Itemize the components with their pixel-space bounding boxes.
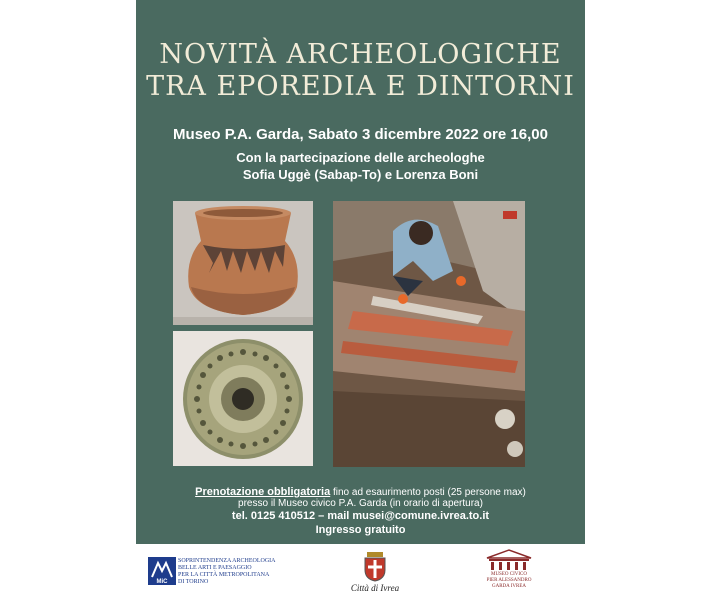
citta-di-ivrea-logo xyxy=(350,550,400,595)
museo-line2: PIER ALESSANDRO xyxy=(486,578,532,583)
soprintendenza-line1: SOPRINTENDENZA ARCHEOLOGIA xyxy=(178,558,276,564)
event-details: Museo P.A. Garda, Sabato 3 dicembre 2022 ore 16,00 xyxy=(173,126,548,143)
booking-rest: fino ad esaurimento posti (25 persone max) xyxy=(332,487,526,498)
participation-line2: Sofia Uggè (Sabap-To) e Lorenza Boni xyxy=(242,167,479,182)
museo-line3: GARDA IVREA xyxy=(491,584,527,589)
soprintendenza-line2: BELLE ARTI E PAESAGGIO xyxy=(178,565,252,571)
participation-line1: Con la partecipazione delle archeologhe xyxy=(236,150,485,165)
coat-of-arms-icon xyxy=(350,550,400,582)
mic-logo-icon xyxy=(148,557,176,585)
poster-title-line1: NOVITÀ ARCHEOLOGICHE xyxy=(159,39,562,70)
poster-title-line2: TRA EPOREDIA E DINTORNI xyxy=(146,71,575,102)
soprintendenza-text xyxy=(178,558,318,586)
ceramic-jar-photo xyxy=(173,201,313,325)
event-poster xyxy=(136,0,585,544)
citta-di-ivrea-text: Città di Ivrea xyxy=(350,583,400,593)
soprintendenza-line4: DI TORINO xyxy=(178,579,209,585)
booking-label: Prenotazione obbligatoria xyxy=(195,486,331,498)
museo-garda-text xyxy=(475,572,543,590)
mic-mark-text: MiC xyxy=(156,579,168,585)
soprintendenza-line3: PER LA CITTÀ METROPOLITANA xyxy=(178,572,270,578)
museum-building-icon xyxy=(481,548,537,572)
entry-line: Ingresso gratuito xyxy=(315,524,406,536)
oil-lamp-photo xyxy=(173,331,313,466)
excavation-photo xyxy=(333,201,525,467)
booking-location: presso il Museo civico P.A. Garda (in orario di apertura) xyxy=(238,498,483,509)
soprintendenza-logo xyxy=(148,557,318,587)
contact-line: tel. 0125 410512 – mail musei@comune.ivrea.to.it xyxy=(231,510,490,522)
museo-line1: MUSEO CIVICO xyxy=(491,572,527,577)
museo-garda-logo xyxy=(481,548,537,596)
booking-line xyxy=(136,486,585,498)
